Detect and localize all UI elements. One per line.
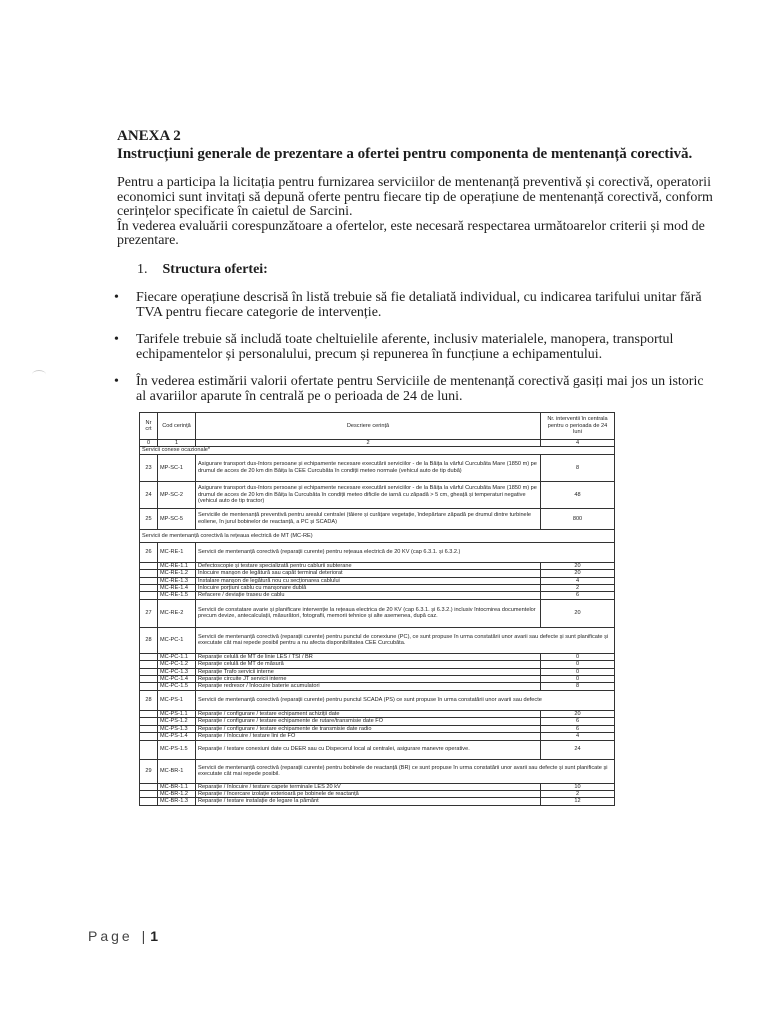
row-code: MC-PC-1.5 xyxy=(158,683,196,690)
section-row xyxy=(140,529,615,542)
header-cod: Cod cerință xyxy=(158,413,196,440)
section-heading xyxy=(137,262,268,278)
section-title: Structura ofertei: xyxy=(162,262,268,277)
table-row xyxy=(140,542,615,562)
table-row xyxy=(140,577,615,584)
row-desc: Asigurare transport dus-întors persoane și echipamente necesare executării serviciilor - de la Băița la vârful Curcubăta Mare (1850 m) pe drumul de acces de 20 km din Băița la CEE Curcubăta în condiții meteo normale (vehicul auto de tip dubă) xyxy=(196,454,541,481)
table-row xyxy=(140,570,615,577)
table-row xyxy=(140,592,615,599)
row-count: 24 xyxy=(541,740,615,759)
bullet-dot-icon: • xyxy=(114,290,119,305)
row-desc: Reparație circuite JT servicii interne xyxy=(196,676,541,683)
index-cell: 2 xyxy=(196,440,541,447)
table-row xyxy=(140,740,615,759)
row-count: 6 xyxy=(541,725,615,732)
row-code: MC-RE-1 xyxy=(158,542,196,562)
annex-heading: ANEXA 2 xyxy=(117,128,181,144)
row-code: MC-RE-1.3 xyxy=(158,577,196,584)
row-code: MC-RE-2 xyxy=(158,599,196,627)
section-number: 1. xyxy=(137,262,148,277)
row-code: MC-PS-1.1 xyxy=(158,710,196,717)
row-code: MC-RE-1.4 xyxy=(158,585,196,592)
footer-separator: | xyxy=(141,928,149,944)
row-code: MC-RE-1.2 xyxy=(158,570,196,577)
row-code: MC-PS-1.2 xyxy=(158,718,196,725)
document-title: Instrucțiuni generale de prezentare a ofertei pentru componenta de mentenanță corectivă. xyxy=(117,146,693,162)
table-row xyxy=(140,676,615,683)
row-desc: Reparație redresor / înlocuire baterie acumulatori xyxy=(196,683,541,690)
bullet-item xyxy=(114,290,714,320)
footer-page-number: 1 xyxy=(150,928,162,944)
row-count: 8 xyxy=(541,683,615,690)
row-count: 8 xyxy=(541,454,615,481)
row-desc: Instalare manșon de legătură nou cu secționarea cablului xyxy=(196,577,541,584)
row-code: MC-BR-1.1 xyxy=(158,783,196,790)
row-count: 6 xyxy=(541,718,615,725)
row-code: MC-PS-1.5 xyxy=(158,740,196,759)
row-code: MC-PC-1.1 xyxy=(158,653,196,660)
row-desc: Servicii de mentenanță corectivă (reparații curente) pentru bobinele de reactanță (BR) ce sunt propuse în urma constatării unor avarii sau defecte și sunt planificate și executate cât mai repede posibil. xyxy=(196,759,615,783)
row-desc: Reparație / încercare izolație exterioară pe bobinele de reactanță xyxy=(196,790,541,797)
row-count: 20 xyxy=(541,599,615,627)
row-count: 800 xyxy=(541,508,615,529)
table-row xyxy=(140,508,615,529)
row-code: MC-PC-1 xyxy=(158,627,196,653)
row-code: MC-PC-1.3 xyxy=(158,668,196,675)
intro-text xyxy=(117,176,717,249)
header-interv: Nr. interventii în centrala pentru o perioada de 24 luni xyxy=(541,413,615,440)
row-desc: Reparație / testare conexiuni date cu DEER sau cu Dispecerul local al centralei, asigurare manevre operative. xyxy=(196,740,541,759)
row-desc: Reparație / configurare / testare echipamente de transmisie date radio xyxy=(196,725,541,732)
row-count: 20 xyxy=(541,570,615,577)
table-row xyxy=(140,790,615,797)
table-row xyxy=(140,690,615,710)
row-code: MC-RE-1.5 xyxy=(158,592,196,599)
bullet-text: Tarifele trebuie să includă toate cheltuielile aferente, inclusiv materialele, manopera, transportul echipamentelor și personalului, precum și repunerea în funcțiune a echipamentului. xyxy=(136,332,674,362)
row-desc: Reparație / configurare / testare echipament achiziții date xyxy=(196,710,541,717)
table-row xyxy=(140,661,615,668)
row-desc: Servicii de mentenanță corectivă (reparații curente) pentru punctul SCADA (PS) ce sunt propuse în urma constatării unor avarii sau defecte xyxy=(196,690,615,710)
section-row xyxy=(140,447,615,454)
row-count: 0 xyxy=(541,676,615,683)
intro-paragraph-2: În vederea evaluării corespunzătoare a ofertelor, este necesară respectarea următoarelor criterii și mod de prezentare. xyxy=(117,218,705,249)
index-cell: 1 xyxy=(158,440,196,447)
row-code: MC-BR-1.2 xyxy=(158,790,196,797)
row-nr: 23 xyxy=(140,454,158,481)
row-desc: Reparație celulă de MT de linie LES / TSI / BR xyxy=(196,653,541,660)
page-footer xyxy=(88,928,161,944)
table-row xyxy=(140,718,615,725)
header-nr: Nr crt xyxy=(140,413,158,440)
table-row xyxy=(140,599,615,627)
row-nr: 27 xyxy=(140,599,158,627)
table-row xyxy=(140,562,615,569)
row-code: MC-PC-1.2 xyxy=(158,661,196,668)
row-count: 0 xyxy=(541,653,615,660)
row-count: 6 xyxy=(541,592,615,599)
row-desc: Asigurare transport dus-întors persoane și echipamente necesare executării serviciilor - de la Băița la vârful Curcubăta Mare (1850 m) pe drumul de acces de 20 km din Băița la Curcubăta în condiții meteo dificile de iarnă cu zăpadă > 5 cm, gheață și temperaturi negative (vehicul auto de tip tractor) xyxy=(196,481,541,508)
table-row xyxy=(140,585,615,592)
row-desc: Servicii de mentenanță corectivă (reparații curente) pentru punctul de conexiune (PC), ce sunt propuse în urma constatării unor avarii sau defecte și sunt planificate și executate cât mai repede posibil pentru a nu afecta disponibilitatea CEE Curcubăta. xyxy=(196,627,615,653)
bullet-text: În vederea estimării valorii ofertate pentru Serviciile de mentenanță corectivă gasiți mai jos un istoric al avariilor aparute în centrală pe o perioada de 24 de luni. xyxy=(136,374,704,404)
row-desc: Servicii de mentenanță corectivă (reparații curente) pentru rețeaua electrică de 20 KV (cap 6.3.1. și 6.3.2.) xyxy=(196,542,615,562)
row-nr: 25 xyxy=(140,508,158,529)
table-row xyxy=(140,668,615,675)
row-count: 0 xyxy=(541,661,615,668)
row-count: 4 xyxy=(541,577,615,584)
bullet-list xyxy=(114,290,714,416)
row-code: MC-PS-1.4 xyxy=(158,733,196,740)
table-row xyxy=(140,653,615,660)
row-code: MC-PC-1.4 xyxy=(158,676,196,683)
row-nr: 26 xyxy=(140,542,158,562)
row-code: MC-PS-1.3 xyxy=(158,725,196,732)
row-nr: 29 xyxy=(140,759,158,783)
table-row xyxy=(140,733,615,740)
row-count: 0 xyxy=(541,668,615,675)
section-label: Servicii conexe ocazionale* xyxy=(140,447,615,454)
table-row xyxy=(140,725,615,732)
footer-page-label: Page xyxy=(88,928,133,944)
row-nr: 28 xyxy=(140,627,158,653)
row-count: 48 xyxy=(541,481,615,508)
table-row xyxy=(140,759,615,783)
row-desc: Reparație celulă de MT de măsură xyxy=(196,661,541,668)
row-nr: 28 xyxy=(140,690,158,710)
row-desc: Refacere / deviație traseu de cablu xyxy=(196,592,541,599)
row-count: 2 xyxy=(541,790,615,797)
row-count: 20 xyxy=(541,710,615,717)
table-row xyxy=(140,783,615,790)
bullet-text: Fiecare operațiune descrisă în listă trebuie să fie detaliată individual, cu indicarea tarifului unitar fără TVA pentru fiecare categorie de intervenție. xyxy=(136,290,702,320)
row-code: MC-BR-1 xyxy=(158,759,196,783)
row-desc: Reparație / testare instalație de legare la pământ xyxy=(196,798,541,805)
bullet-item xyxy=(114,332,714,362)
row-desc: Defectoscopie și testare specializată pentru cablurii subterane xyxy=(196,562,541,569)
table-row xyxy=(140,627,615,653)
row-desc: Serviciile de mentenanță preventivă pentru arealul centralei (tăiere și curățare vegetație, îndepărtare zăpadă pe drumul dintre turbinele eoliene, în jurul bobinelor de reactanță, a PC și SCADA) xyxy=(196,508,541,529)
row-code: MP-SC-2 xyxy=(158,481,196,508)
row-desc: Servicii de constatare avarie și planificare intervenție la rețeaua electrica de 20 KV (cap 6.3.1. și 6.3.2.) inclusiv întocmirea documentelor precum devize, antecalculații, măsurători, fotografii, memorii tehnice și alte asemenea, după caz. xyxy=(196,599,541,627)
index-cell: 0 xyxy=(140,440,158,447)
table-row xyxy=(140,710,615,717)
scan-artifact xyxy=(32,370,46,379)
table-row xyxy=(140,454,615,481)
row-code: MP-SC-5 xyxy=(158,508,196,529)
row-desc: Înlocuire porțiuni cablu cu manșonare dublă xyxy=(196,585,541,592)
index-cell: 4 xyxy=(541,440,615,447)
row-count: 2 xyxy=(541,585,615,592)
row-nr: 24 xyxy=(140,481,158,508)
row-desc: Reparație Trafo servicii interne xyxy=(196,668,541,675)
table-header-row xyxy=(140,413,615,440)
row-count: 10 xyxy=(541,783,615,790)
row-desc: Înlocuire manșon de legătură sau capăt terminal deteriorat xyxy=(196,570,541,577)
row-desc: Reparație / înlocuire / testare capete terminale LES 20 kV xyxy=(196,783,541,790)
row-code: MC-BR-1.3 xyxy=(158,798,196,805)
table-row xyxy=(140,683,615,690)
table-row xyxy=(140,798,615,805)
bullet-dot-icon: • xyxy=(114,332,119,347)
row-code: MC-RE-1.1 xyxy=(158,562,196,569)
header-index-row xyxy=(140,440,615,447)
header-desc: Descriere cerință xyxy=(196,413,541,440)
row-count: 12 xyxy=(541,798,615,805)
bullet-item xyxy=(114,374,714,404)
row-desc: Reparație / înlocuire / testare lini de FO xyxy=(196,733,541,740)
section-label: Servicii de mentenanță corectivă la rețeaua electrică de MT (MC-RE) xyxy=(140,529,615,542)
interventions-table xyxy=(139,412,615,806)
row-code: MP-SC-1 xyxy=(158,454,196,481)
bullet-dot-icon: • xyxy=(114,374,119,389)
table-row xyxy=(140,481,615,508)
row-count: 4 xyxy=(541,733,615,740)
row-code: MC-PS-1 xyxy=(158,690,196,710)
row-desc: Reparație / configurare / testare echipamente de rutare/transmisie date FO xyxy=(196,718,541,725)
intro-paragraph-1: Pentru a participa la licitația pentru furnizarea serviciilor de mentenanță preventivă și corectivă, operatorii economici sunt invitați să depună oferte pentru fiecare tip de operațiune de mentenanță corectivă, conform cerințelor specificate în caietul de Sarcini. xyxy=(117,175,713,220)
row-count: 20 xyxy=(541,562,615,569)
